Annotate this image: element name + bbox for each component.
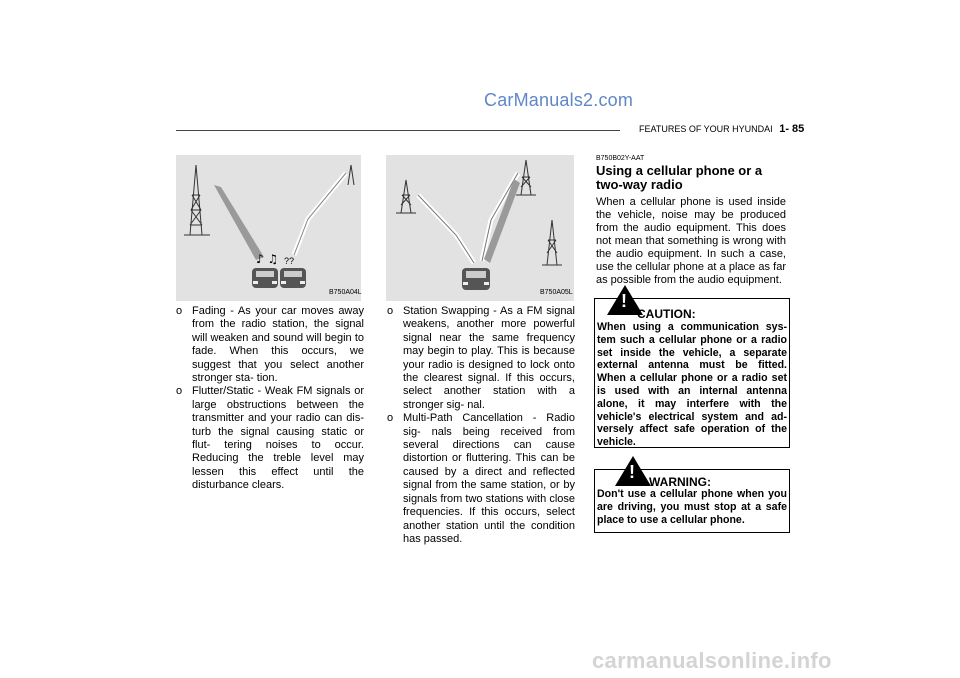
signal-beam [214, 185, 264, 260]
radio-tower-icon [396, 180, 416, 213]
multipath-illustration [386, 155, 574, 301]
section-body: When a cellular phone is used inside the vehicle, noise may be produced from the audio equipment. This does not mean that something is wrong with the audio equipment. In such a case, use the cellular phone at a place as far as possible from the audio equipment. [596, 196, 786, 286]
caution-title: CAUTION: [637, 307, 696, 321]
car-icon [462, 268, 490, 290]
cellular-phone-section [596, 155, 786, 287]
list-item: o Multi-Path Cancellation - Radio sig- nals being received from several directions can cause distortion or fluttering. This can be caused by a direct and reflected signal from the same station, or by signals from two stations with close frequencies. If this occurs, select another station until the condition has passed. [387, 412, 575, 545]
list-item: o Fading - As your car moves away from the radio station, the signal will weaken and sound will begin to fade. When this occurs, we suggest that you select another stronger sta- tion. [176, 305, 364, 385]
warning-text: Don't use a cellular phone when you are driving, you must stop at a safe place to use a cellular phone. [597, 488, 787, 526]
figure-fading [176, 155, 361, 301]
section-title: FEATURES OF YOUR HYUNDAI [639, 124, 773, 134]
left-column [176, 305, 364, 493]
warning-title: WARNING: [649, 475, 711, 489]
signal-beam [418, 195, 474, 263]
warning-triangle-icon: ! [615, 456, 651, 486]
car-icon [280, 268, 306, 288]
radio-tower-icon [542, 220, 562, 265]
caution-text: When using a communication sys- tem such a cellular phone or a radio set inside the vehicle, a separate external antenna must be fitted. When a cellular phone or a radio set is used with an internal antenna alone, it may interfere with the vehicle's electrical system and ad- versely affect safe operation of the vehicle. [597, 321, 787, 449]
car-icon [252, 268, 278, 288]
caution-box [594, 291, 790, 449]
warning-triangle-icon: ! [607, 285, 643, 315]
question-marks: ?? [284, 256, 295, 266]
fading-illustration [176, 155, 361, 301]
list-item: o Flutter/Static - Weak FM signals or large obstructions between the transmitter and your radio can dis- turb the signal causing static or flut- tering noises to occur. Reducing the treble level may lessen this effect until the disturbance clears. [176, 385, 364, 492]
figure-label: B750A04L [329, 289, 362, 296]
section-heading: Using a cellular phone or a two-way radio [596, 163, 763, 192]
music-note-icon: ♪ ♫ [256, 252, 279, 266]
radio-tower-icon [184, 165, 210, 235]
figure-station-swapping [386, 155, 574, 301]
radio-tower-far-icon [348, 165, 354, 185]
section-code: B750B02Y-AAT [596, 155, 645, 162]
radio-tower-icon [516, 160, 536, 195]
warning-box [594, 462, 790, 533]
watermark-carmanuals2: CarManuals2.com [484, 90, 634, 110]
list-item: o Station Swapping - As a FM signal weakens, another more powerful signal near the same frequency may begin to play. This is because your radio is designed to lock onto the clearest signal. If this occurs, select another station with a stronger sig- nal. [387, 305, 575, 411]
watermark-carmanualsonline: carmanualsonline.info [592, 648, 832, 673]
page-header [639, 123, 804, 135]
page-number: 1- 85 [779, 123, 805, 135]
middle-column [387, 305, 575, 546]
weak-signal-beam [294, 173, 346, 255]
figure-label: B750A05L [540, 289, 573, 296]
header-rule [176, 130, 620, 131]
